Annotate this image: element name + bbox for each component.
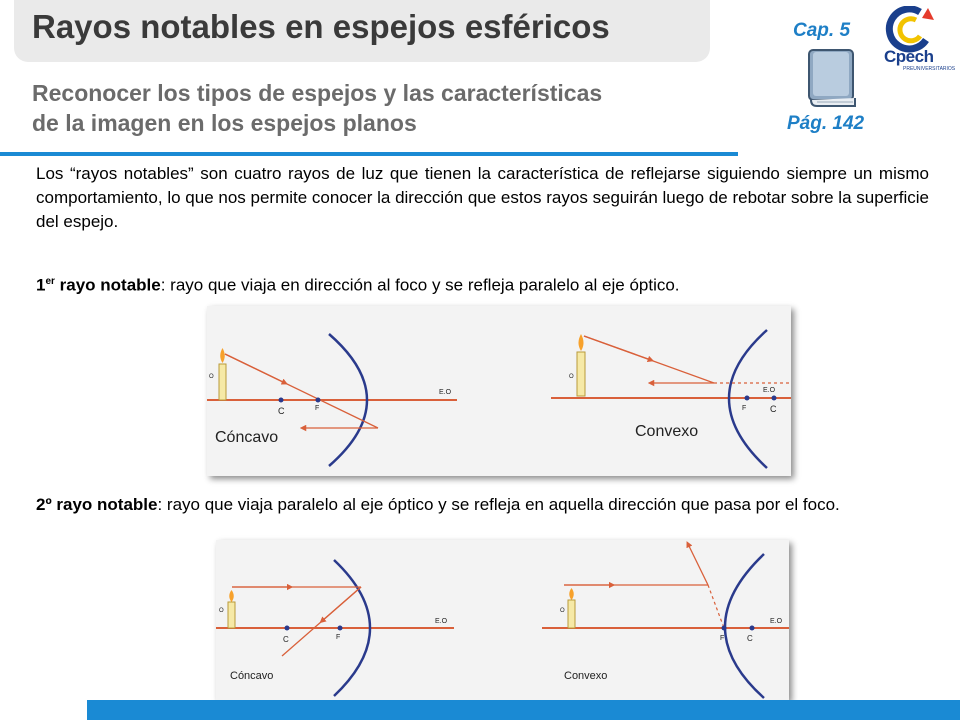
- convex-diagram-1: [551, 330, 791, 468]
- subtitle-line-2: de la imagen en los espejos planos: [32, 110, 417, 136]
- object-label: O: [569, 374, 574, 380]
- ray1-sup: er: [45, 276, 55, 287]
- convex-mirror: [725, 554, 764, 698]
- header-divider: [0, 152, 738, 156]
- axis-label: E.O: [439, 389, 452, 396]
- convex-label: Convexo: [635, 423, 699, 440]
- intro-paragraph: Los “rayos notables” son cuatro rayos de luz que tienen la característica de reflejarse siguiendo siempre un mismo comportamiento, lo que nos permite conocer la dirección que estos rayos seguirán luego de rebotar sobre la superficie del espejo.: [36, 164, 929, 231]
- ray1-number: 1: [36, 275, 46, 295]
- center-label: C: [770, 404, 777, 414]
- page-title: Rayos notables en espejos esféricos: [32, 8, 610, 45]
- object-label: O: [209, 374, 214, 380]
- footer-bar: [87, 700, 960, 720]
- center-label: C: [283, 635, 289, 644]
- ray2-text: : rayo que viaja paralelo al eje óptico y se refleja en aquella dirección que pasa por el foco.: [157, 495, 840, 514]
- flame: [229, 590, 234, 602]
- concave-diagram-2: [216, 560, 454, 696]
- ray2-label: 2º rayo notable: [36, 495, 158, 514]
- convex-label: Convexo: [564, 670, 608, 682]
- flame: [569, 588, 574, 600]
- logo-tagline: PREUNIVERSITARIOS: [903, 66, 956, 72]
- page-label: Pág. 142: [787, 113, 865, 134]
- figure-ray2: [216, 540, 789, 700]
- ray1-text: : rayo que viaja en dirección al foco y se refleja paralelo al eje óptico.: [160, 275, 680, 295]
- object-label: O: [219, 608, 224, 614]
- candle: [577, 352, 585, 396]
- candle: [568, 600, 575, 628]
- subtitle-line-1: Reconocer los tipos de espejos y las características: [32, 80, 603, 106]
- figure-ray1: [207, 306, 791, 476]
- center-label: C: [747, 634, 753, 643]
- ray1-paragraph: [36, 270, 929, 298]
- book-icon: [805, 46, 861, 108]
- ray2-paragraph: [36, 493, 929, 517]
- focus-label: F: [336, 634, 341, 641]
- focus-label: F: [742, 405, 747, 412]
- candle: [219, 364, 226, 400]
- object-label: O: [560, 608, 565, 614]
- candle: [228, 602, 235, 628]
- axis-label: E.O: [763, 387, 776, 394]
- focus-label: F: [315, 405, 320, 412]
- convex-diagram-2: [542, 544, 789, 698]
- concave-label: Cóncavo: [230, 670, 274, 682]
- flame: [579, 334, 584, 351]
- axis-label: E.O: [435, 618, 448, 625]
- logo-wordmark: Cpech: [884, 47, 934, 66]
- ray1-label: rayo notable: [54, 275, 161, 295]
- concave-label: Cóncavo: [215, 429, 279, 446]
- concave-diagram-1: [207, 334, 457, 466]
- focus-label: F: [720, 635, 725, 642]
- chapter-label: Cap. 5: [793, 20, 851, 41]
- center-label: C: [278, 406, 285, 416]
- flame: [220, 348, 225, 363]
- axis-label: E.O: [770, 618, 783, 625]
- page-subtitle: [32, 78, 602, 138]
